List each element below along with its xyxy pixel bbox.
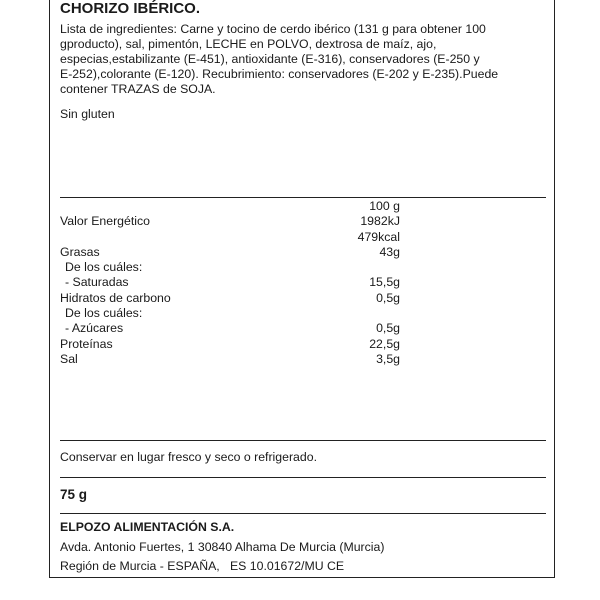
nutrient-label: Valor Energético bbox=[60, 214, 150, 229]
ingredients-section bbox=[60, 0, 546, 198]
nutrient-label: Grasas bbox=[60, 244, 100, 259]
nutrient-value: 479kcal bbox=[357, 229, 400, 244]
nutrient-label: - Saturadas bbox=[65, 275, 129, 290]
gluten-free-note: Sin gluten bbox=[60, 107, 115, 122]
nutrition-row bbox=[60, 337, 546, 352]
nutrient-value: 22,5g bbox=[369, 336, 400, 351]
product-label bbox=[49, 0, 555, 578]
net-weight-section bbox=[60, 477, 546, 514]
storage-instructions: Conservar en lugar fresco y seco o refrigerado. bbox=[60, 450, 317, 464]
nutrition-row bbox=[60, 291, 546, 306]
nutrient-value: 1982kJ bbox=[360, 214, 400, 229]
nutrition-table bbox=[60, 197, 546, 441]
nutrient-label: - Azúcares bbox=[65, 321, 124, 336]
company-address: Avda. Antonio Fuertes, 1 30840 Alhama De Murcia (Murcia) bbox=[60, 540, 385, 554]
company-name: ELPOZO ALIMENTACIÓN S.A. bbox=[60, 520, 235, 534]
nutrition-row bbox=[60, 321, 546, 336]
nutrient-value: 0,5g bbox=[376, 290, 400, 305]
nutrition-row bbox=[60, 214, 546, 229]
nutrition-row bbox=[60, 245, 546, 260]
nutrient-value: 3,5g bbox=[376, 351, 400, 366]
ingredients-line: Lista de ingredientes: Carne y tocino de cerdo ibérico (131 g para obtener 100 bbox=[60, 22, 486, 36]
storage-section bbox=[60, 440, 546, 478]
nutrient-label: Hidratos de carbono bbox=[60, 290, 171, 305]
ingredients-line: especias,estabilizante (E-451), antioxidante (E-316), conservadores (E-250 y bbox=[60, 52, 480, 67]
nutrition-header-row bbox=[60, 199, 546, 214]
nutrient-value: 15,5g bbox=[369, 275, 400, 290]
company-registry: Región de Murcia - ESPAÑA, ES 10.01672/MU CE bbox=[60, 559, 345, 573]
ingredients-line: contener TRAZAS de SOJA. bbox=[60, 82, 216, 97]
nutrient-label: De los cuáles: bbox=[65, 306, 143, 321]
company-section bbox=[60, 513, 546, 575]
ingredients-line: E-252),colorante (E-120). Recubrimiento: conservadores (E-202 y E-235).Puede bbox=[60, 67, 499, 82]
nutrition-row bbox=[60, 230, 546, 245]
ingredients-line: gproducto), sal, pimentón, LECHE en POLVO, dextrosa de maíz, ajo, bbox=[60, 37, 437, 52]
net-weight: 75 g bbox=[60, 487, 88, 502]
nutrition-row bbox=[60, 306, 546, 321]
nutrient-label: De los cuáles: bbox=[65, 260, 143, 275]
nutrient-value: 43g bbox=[379, 244, 400, 259]
nutrition-row bbox=[60, 260, 546, 275]
per-100g-header: 100 g bbox=[369, 199, 400, 213]
nutrient-label: Sal bbox=[60, 351, 78, 366]
product-title: CHORIZO IBÉRICO. bbox=[60, 0, 201, 17]
nutrition-row bbox=[60, 352, 546, 367]
nutrient-value: 0,5g bbox=[376, 321, 400, 336]
nutrition-row bbox=[60, 275, 546, 290]
nutrient-label: Proteínas bbox=[60, 336, 113, 351]
